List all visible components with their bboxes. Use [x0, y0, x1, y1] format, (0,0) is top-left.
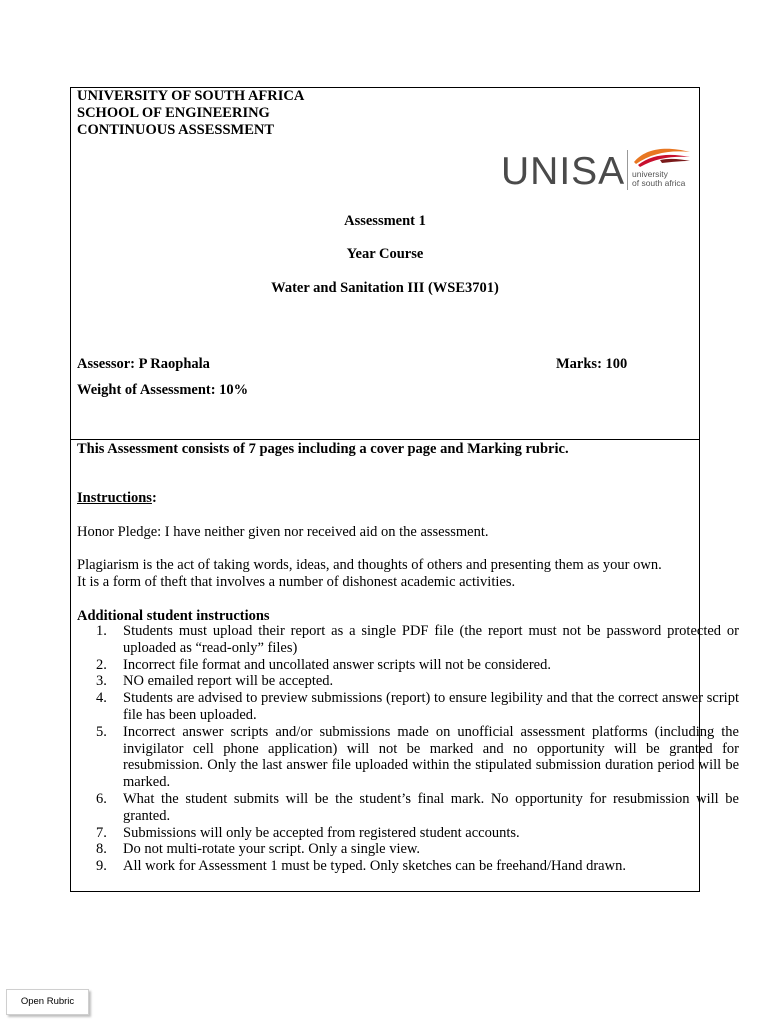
logo-wordmark: UNISA [501, 150, 626, 193]
logo-subtitle-line1: university [632, 169, 668, 179]
marks: Marks: 100 [556, 356, 628, 372]
list-item-number: 7. [96, 824, 107, 841]
additional-instructions-heading: Additional student instructions [77, 608, 270, 624]
list-item-number: 1. [96, 623, 107, 639]
honor-pledge: Honor Pledge: I have neither given nor received aid on the assessment. [77, 524, 489, 540]
university-name: UNIVERSITY OF SOUTH AFRICA [77, 88, 305, 104]
pages-note: This Assessment consists of 7 pages including a cover page and Marking rubric. [77, 441, 569, 457]
list-item-text: Submissions will only be accepted from registered student accounts. [123, 824, 520, 841]
list-item-text: What the student submits will be the student’s final mark. No opportunity for resubmission will be granted. [123, 790, 739, 824]
instructions-heading-text: Instructions [77, 490, 152, 506]
course-type: Year Course [346, 246, 424, 262]
list-item [96, 790, 739, 825]
plagiarism-line-1: Plagiarism is the act of taking words, ideas, and thoughts of others and presenting them as your own. [77, 557, 662, 573]
school-name: SCHOOL OF ENGINEERING [77, 105, 270, 121]
list-item [96, 824, 739, 842]
instructions-heading-colon: : [151, 490, 157, 506]
list-item [96, 858, 739, 875]
list-item-number: 2. [96, 656, 107, 673]
list-item-text: Do not multi-rotate your script. Only a single view. [123, 841, 421, 858]
assessment-category: CONTINUOUS ASSESSMENT [77, 122, 275, 138]
list-item-number: 8. [96, 841, 107, 858]
list-item-number: 9. [96, 858, 107, 875]
list-item [96, 656, 739, 674]
list-item-text: NO emailed report will be accepted. [123, 673, 334, 690]
list-item [96, 690, 739, 724]
list-item-number: 6. [96, 790, 107, 807]
cover-page-frame [70, 87, 739, 892]
list-item-number: 4. [96, 690, 107, 707]
list-item [96, 841, 739, 858]
module-name: Water and Sanitation III (WSE3701) [271, 280, 499, 296]
logo-subtitle-line2: of south africa [632, 178, 686, 188]
assessor: Assessor: P Raophala [77, 356, 210, 372]
list-item [96, 623, 739, 657]
unisa-logo [501, 146, 696, 196]
instructions-list [77, 623, 739, 875]
list-item-text: Students must upload their report as a single PDF file (the report must not be password protected or uploaded as “read-only” files) [123, 623, 739, 656]
open-rubric-button[interactable]: Open Rubric [6, 989, 89, 1015]
list-item [96, 723, 739, 791]
list-item [96, 673, 739, 690]
list-item-number: 5. [96, 723, 107, 740]
logo-swoosh-icon [632, 146, 692, 168]
assessment-weight: Weight of Assessment: 10% [77, 382, 249, 398]
list-item-text: All work for Assessment 1 must be typed. Only sketches can be freehand/Hand drawn. [123, 858, 626, 875]
list-item-text: Incorrect file format and uncollated answer scripts will not be considered. [123, 656, 551, 673]
instructions-heading [77, 490, 157, 507]
list-item-text: Incorrect answer scripts and/or submissions made on unofficial assessment platforms (including the invigilator cell phone application) will not be marked and no opportunity will be granted for resubmission. Only the last answer file uploaded within the stipulated submission duration period will be marked. [123, 723, 739, 791]
list-item-text: Students are advised to preview submissions (report) to ensure legibility and that the correct answer script file has been uploaded. [123, 690, 739, 723]
plagiarism-line-2: It is a form of theft that involves a number of dishonest academic activities. [77, 574, 516, 590]
list-item-number: 3. [96, 673, 107, 690]
logo-subtitle [632, 170, 685, 188]
logo-divider [627, 150, 628, 190]
assessment-title: Assessment 1 [344, 213, 426, 229]
section-divider [71, 439, 699, 440]
